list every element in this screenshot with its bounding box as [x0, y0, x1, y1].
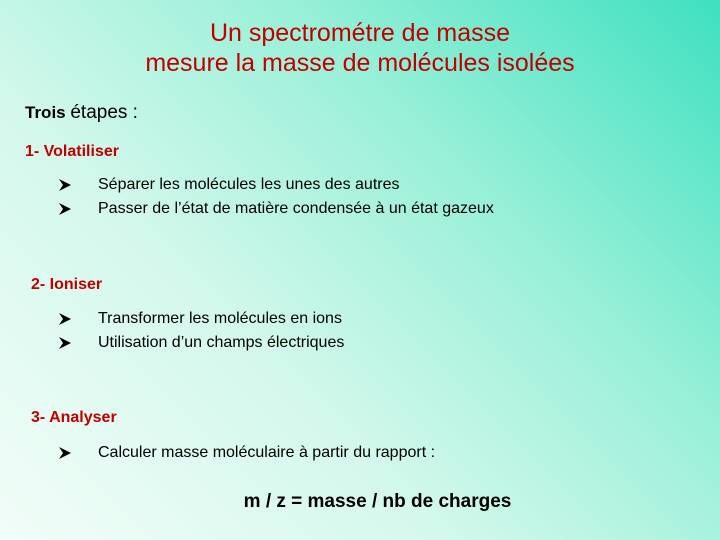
- bullet-text: Utilisation d’un champs électriques: [98, 334, 345, 351]
- bullet-text: Séparer les molécules les unes des autres: [98, 176, 400, 193]
- intro-heading: [25, 102, 138, 124]
- bullet-text: Calculer masse moléculaire à partir du rapport :: [98, 444, 436, 461]
- arrowhead-bullet-icon: [58, 336, 72, 350]
- intro-word-2: étapes :: [70, 102, 138, 123]
- arrowhead-bullet-icon: [58, 178, 72, 192]
- step-2-heading: 2- Ioniser: [31, 276, 103, 293]
- slide-title: [0, 18, 720, 78]
- bullet-text: Transformer les molécules en ions: [98, 310, 342, 327]
- intro-word-1: Trois: [25, 103, 66, 122]
- title-line-1: Un spectrométre de masse: [209, 19, 511, 47]
- arrowhead-bullet-icon: [58, 312, 72, 326]
- arrowhead-bullet-icon: [58, 446, 72, 460]
- title-line-2: mesure la masse de molécules isolées: [145, 49, 575, 77]
- bullet-text: Passer de l’état de matière condensée à un état gazeux: [98, 200, 494, 217]
- step-1-heading: 1- Volatiliser: [25, 143, 119, 160]
- step-3-heading: 3- Analyser: [31, 409, 117, 426]
- formula: m / z = masse / nb de charges: [243, 491, 512, 512]
- arrowhead-bullet-icon: [58, 202, 72, 216]
